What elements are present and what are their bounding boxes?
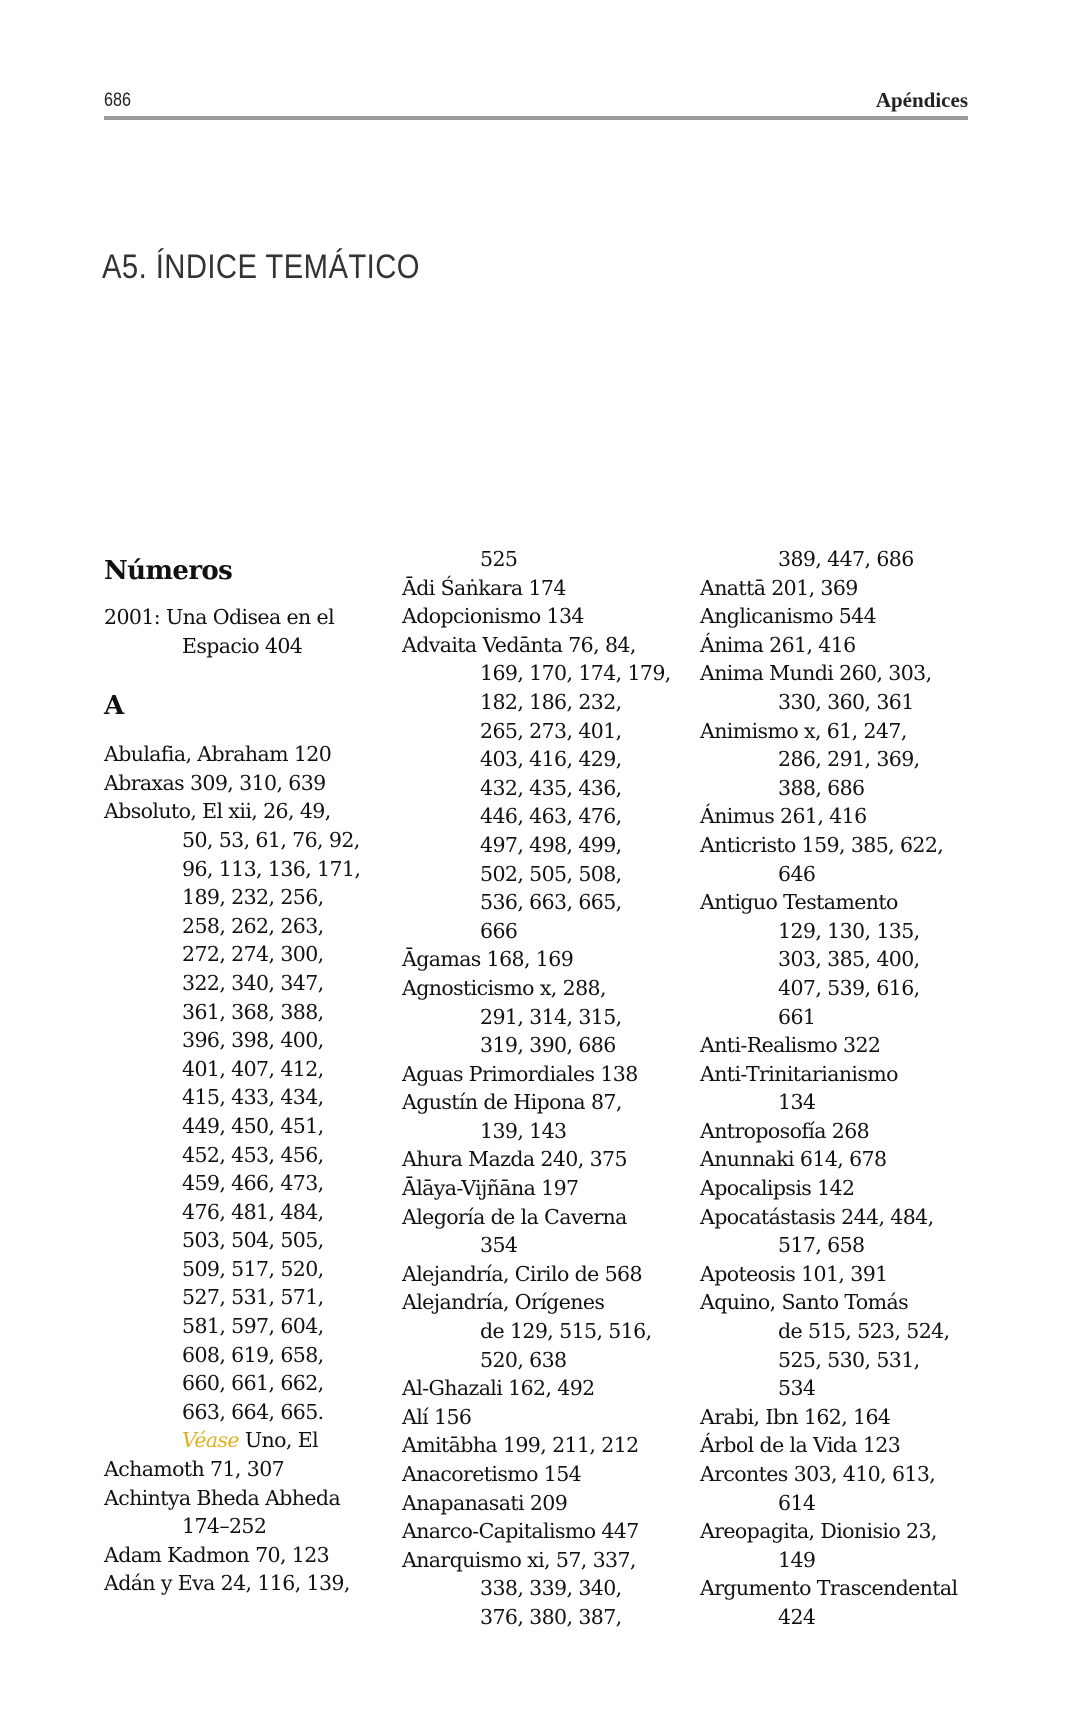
index-entry <box>402 1288 692 1374</box>
page-references: 663, 664, 665. <box>182 1399 324 1424</box>
see-also-label: Véase <box>182 1428 239 1453</box>
index-entry <box>402 1517 692 1546</box>
index-entry <box>700 888 990 1031</box>
index-term: Agnosticismo x, 288, <box>402 975 606 1000</box>
page-references: 129, 130, 135, <box>778 918 920 943</box>
index-entry <box>700 602 990 631</box>
index-entry <box>104 769 394 798</box>
index-entry <box>402 1203 692 1260</box>
page-references: 265, 273, 401, <box>480 718 622 743</box>
page-references: 503, 504, 505, <box>182 1228 324 1253</box>
index-entry <box>402 631 692 946</box>
page-references: 449, 450, 451, <box>182 1113 324 1138</box>
index-entry <box>402 602 692 631</box>
page-references: de 129, 515, 516, <box>480 1319 652 1344</box>
index-term: Anti-Realismo 322 <box>700 1033 881 1058</box>
index-term: Árbol de la Vida 123 <box>700 1433 901 1458</box>
page-references: 527, 531, 571, <box>182 1285 324 1310</box>
index-term: Aguas Primordiales 138 <box>402 1061 638 1086</box>
index-entry <box>402 1489 692 1518</box>
index-term: Ánima 261, 416 <box>700 632 856 657</box>
page-references: 525 <box>480 547 518 571</box>
index-term: Antiguo Testamento <box>700 890 898 915</box>
index-entry <box>104 1569 394 1598</box>
index-entry <box>402 1060 692 1089</box>
index-term: Anapanasati 209 <box>402 1490 568 1515</box>
index-term: Ālāya-Vijñāna 197 <box>402 1176 579 1201</box>
index-entry <box>104 740 394 769</box>
page-references: 286, 291, 369, <box>778 747 920 772</box>
page-references: 303, 385, 400, <box>778 947 920 972</box>
page-header <box>104 86 968 118</box>
index-entry <box>402 1403 692 1432</box>
index-entry <box>700 1574 990 1631</box>
page-references: 432, 435, 436, <box>480 775 622 800</box>
page-references: 354 <box>480 1233 518 1258</box>
page-references: 96, 113, 136, 171, <box>182 856 361 881</box>
index-term: Aquino, Santo Tomás <box>700 1290 909 1315</box>
index-term: 2001: Una Odisea en el <box>104 605 335 629</box>
index-entry <box>700 1403 990 1432</box>
page-references: 376, 380, 387, <box>480 1604 622 1629</box>
index-entry <box>700 1174 990 1203</box>
page-references: 174–252 <box>182 1514 267 1539</box>
index-term: Adopcionismo 134 <box>402 604 584 629</box>
index-term: Alejandría, Cirilo de 568 <box>402 1261 642 1286</box>
index-term: Adam Kadmon 70, 123 <box>104 1542 330 1567</box>
page-references: 50, 53, 61, 76, 92, <box>182 827 360 852</box>
index-term: Absoluto, El xii, 26, 49, <box>104 799 331 824</box>
index-entry <box>402 1145 692 1174</box>
index-term: Apocatástasis 244, 484, <box>700 1204 934 1229</box>
index-term: Abraxas 309, 310, 639 <box>104 770 326 795</box>
running-title: Apéndices <box>875 88 968 112</box>
index-term: Abulafia, Abraham 120 <box>104 742 332 767</box>
index-entry <box>402 1260 692 1289</box>
page-references: 509, 517, 520, <box>182 1256 324 1281</box>
index-entry <box>700 1260 990 1289</box>
page-references: 476, 481, 484, <box>182 1199 324 1224</box>
page-references: 149 <box>778 1547 816 1572</box>
index-term: Anacoretismo 154 <box>402 1462 582 1486</box>
index-entry <box>402 1374 692 1403</box>
index-entry <box>700 1145 990 1174</box>
page-references: 407, 539, 616, <box>778 975 920 1000</box>
index-term: Advaita Vedānta 76, 84, <box>402 632 636 657</box>
see-also-target: Uno, El <box>244 1428 319 1453</box>
page-references: 452, 453, 456, <box>182 1142 324 1167</box>
page-references: Espacio 404 <box>182 633 303 658</box>
index-term: Achamoth 71, 307 <box>104 1457 285 1482</box>
page-references: 661 <box>778 1004 816 1029</box>
index-entry <box>402 1546 692 1632</box>
page-references: 660, 661, 662, <box>182 1371 324 1396</box>
index-term: Arabi, Ibn 162, 164 <box>700 1404 891 1429</box>
index-entry <box>700 1517 990 1574</box>
page-references: 581, 597, 604, <box>182 1314 324 1339</box>
index-entry <box>700 1460 990 1517</box>
page-references: 396, 398, 400, <box>182 1028 324 1053</box>
index-entry <box>700 1031 990 1060</box>
page-references: 361, 368, 388, <box>182 999 324 1024</box>
index-entry <box>700 574 990 603</box>
index-entry <box>402 1174 692 1203</box>
index-entry <box>402 545 692 574</box>
page-references: 401, 407, 412, <box>182 1056 324 1081</box>
index-term: Anattā 201, 369 <box>700 575 858 600</box>
page-references: 497, 498, 499, <box>480 832 622 857</box>
page-references: 666 <box>480 918 518 943</box>
page-references: 424 <box>778 1604 816 1629</box>
index-term: Anunnaki 614, 678 <box>700 1147 887 1172</box>
page-number: 686 <box>104 90 131 111</box>
page-references: 646 <box>778 861 816 886</box>
page-references: 389, 447, 686 <box>778 547 914 571</box>
page-references: 388, 686 <box>778 775 865 800</box>
index-column-1 <box>104 545 394 1598</box>
index-term: Apocalipsis 142 <box>700 1176 855 1201</box>
index-entry <box>402 574 692 603</box>
index-entry <box>402 974 692 1060</box>
index-entry <box>104 1455 394 1484</box>
page-references: 330, 360, 361 <box>778 689 914 714</box>
index-term: Āgamas 168, 169 <box>402 947 574 972</box>
index-entry <box>700 659 990 716</box>
index-column-2 <box>402 545 692 1632</box>
index-entry <box>700 1117 990 1146</box>
index-term: Anarco-Capitalismo 447 <box>402 1519 639 1544</box>
index-entry <box>700 545 990 574</box>
index-entry <box>700 802 990 831</box>
index-entry <box>700 1431 990 1460</box>
index-column-3 <box>700 545 990 1632</box>
page-references: 525, 530, 531, <box>778 1347 920 1372</box>
index-entry <box>104 1484 394 1541</box>
index-term: Areopagita, Dionisio 23, <box>700 1519 937 1544</box>
index-entry <box>104 603 394 660</box>
page-references: 536, 663, 665, <box>480 890 622 915</box>
index-term: Anglicanismo 544 <box>700 604 877 629</box>
index-entry <box>104 1541 394 1570</box>
page-references: 134 <box>778 1090 816 1115</box>
index-term: Alí 156 <box>402 1404 472 1429</box>
page-references: 502, 505, 508, <box>480 861 622 886</box>
index-term: Anarquismo xi, 57, 337, <box>402 1547 636 1572</box>
index-entry <box>700 831 990 888</box>
page-references: 459, 466, 473, <box>182 1171 324 1196</box>
page-references: 272, 274, 300, <box>182 942 324 967</box>
chapter-title: A5. ÍNDICE TEMÁTICO <box>102 248 420 286</box>
page-references: 319, 390, 686 <box>480 1033 616 1058</box>
index-term: Adán y Eva 24, 116, 139, <box>104 1571 350 1596</box>
index-term: Anticristo 159, 385, 622, <box>700 832 944 857</box>
page-references: 338, 339, 340, <box>480 1576 622 1601</box>
page-references: 534 <box>778 1376 816 1401</box>
index-term: Ánimus 261, 416 <box>700 804 867 829</box>
index-term: Alejandría, Orígenes <box>402 1290 605 1315</box>
index-term: Apoteosis 101, 391 <box>700 1261 888 1286</box>
page-references: 446, 463, 476, <box>480 804 622 829</box>
page-references: 608, 619, 658, <box>182 1342 324 1367</box>
page-references: 189, 232, 256, <box>182 885 324 910</box>
index-entry <box>700 1288 990 1402</box>
page-references: 322, 340, 347, <box>182 970 324 995</box>
index-term: Achintya Bheda Abheda <box>104 1485 341 1510</box>
index-term: Anima Mundi 260, 303, <box>700 661 932 686</box>
page-references: 182, 186, 232, <box>480 689 622 714</box>
index-term: Animismo x, 61, 247, <box>700 718 907 743</box>
page-references: 403, 416, 429, <box>480 747 622 772</box>
page-references: 139, 143 <box>480 1118 567 1143</box>
index-term: Argumento Trascendental <box>700 1576 958 1601</box>
index-entry <box>700 1060 990 1117</box>
section-heading: A <box>104 691 124 722</box>
index-entry <box>402 1088 692 1145</box>
index-term: Amitābha 199, 211, 212 <box>402 1433 639 1458</box>
page-references: 614 <box>778 1490 816 1515</box>
page-references: de 515, 523, 524, <box>778 1319 950 1344</box>
index-term: Ahura Mazda 240, 375 <box>402 1147 627 1172</box>
page-references: 517, 658 <box>778 1233 865 1258</box>
index-term: Ādi Śaṅkara 174 <box>402 575 566 600</box>
index-entry <box>104 797 394 1455</box>
index-term: Anti-Trinitarianismo <box>700 1061 898 1086</box>
index-entry <box>402 1460 692 1489</box>
page-references: 520, 638 <box>480 1347 567 1372</box>
see-also-reference <box>104 1426 394 1455</box>
page-references: 169, 170, 174, 179, <box>480 661 671 686</box>
index-term: Al-Ghazali 162, 492 <box>402 1376 595 1401</box>
index-term: Alegoría de la Caverna <box>402 1204 627 1229</box>
index-term: Antroposofía 268 <box>700 1118 870 1143</box>
index-term: Arcontes 303, 410, 613, <box>700 1462 936 1486</box>
index-entry <box>700 631 990 660</box>
page-references: 415, 433, 434, <box>182 1085 324 1110</box>
page-references: 258, 262, 263, <box>182 913 324 938</box>
index-entry <box>700 1203 990 1260</box>
index-term: Agustín de Hipona 87, <box>402 1090 622 1115</box>
index-entry <box>700 717 990 803</box>
section-heading: Números <box>104 556 233 586</box>
index-entry <box>402 945 692 974</box>
index-entry <box>402 1431 692 1460</box>
page-references: 291, 314, 315, <box>480 1004 622 1029</box>
header-rule <box>104 116 968 120</box>
